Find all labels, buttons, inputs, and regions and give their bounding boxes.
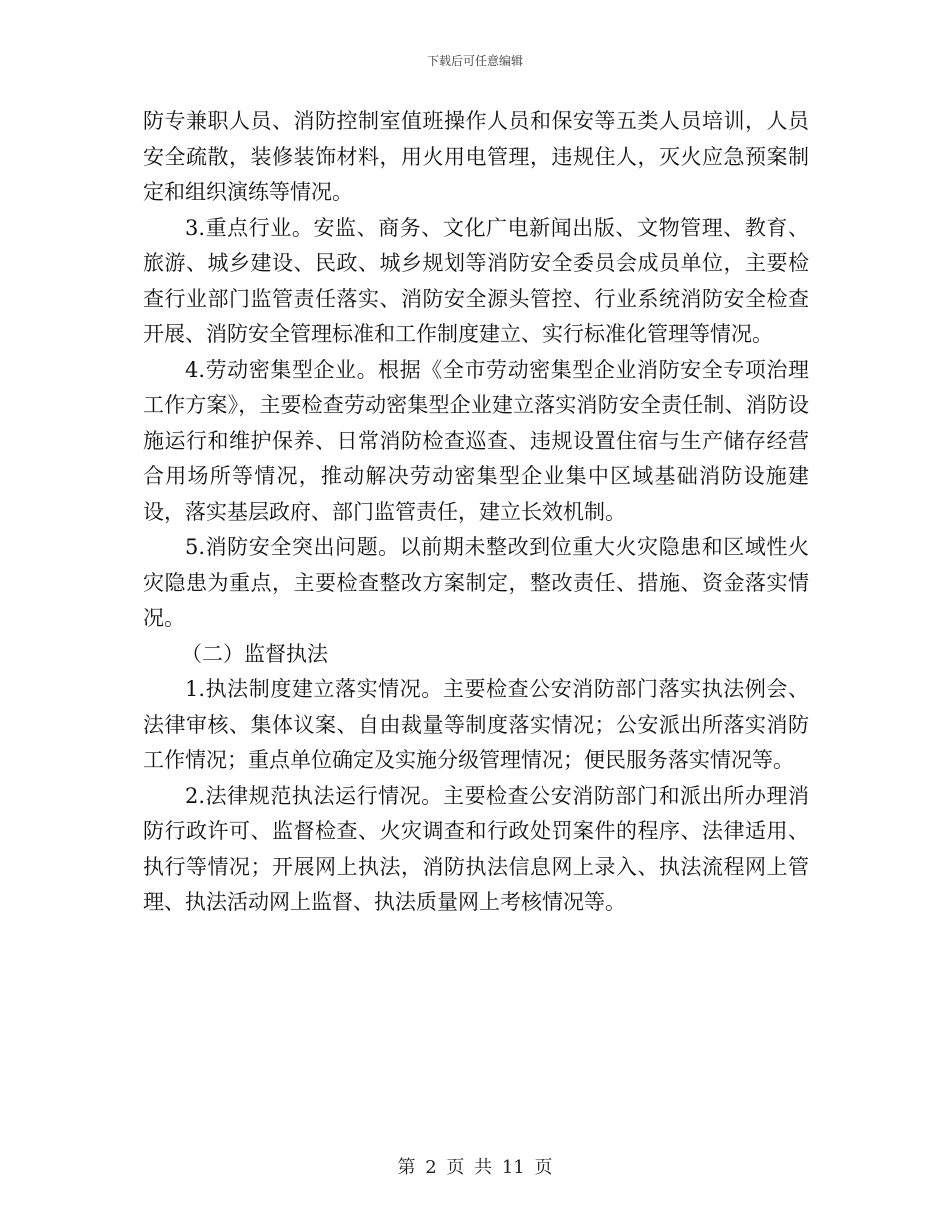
paragraph-continuation: 防专兼职人员、消防控制室值班操作人员和保安等五类人员培训，人员安全疏散，装修装饰材料，用火用电管理，违规住人，灭火应急预案制定和组织演练等情况。 bbox=[143, 109, 809, 204]
section-heading-supervision: （二）监督执法 bbox=[181, 641, 328, 666]
paragraph-prominent-issues: 5.消防安全突出问题。以前期未整改到位重大火灾隐患和区域性火灾隐患为重点，主要检查整改方案制定，整改责任、措施、资金落实情况。 bbox=[143, 535, 809, 630]
page-footer: 第 2 页 共 11 页 bbox=[397, 1157, 553, 1178]
paragraph-enforcement-operation: 2.法律规范执法运行情况。主要检查公安消防部门和派出所办理消防行政许可、监督检查、火灾调查和行政处罚案件的程序、法律适用、执行等情况；开展网上执法，消防执法信息网上录入、执法流程网上管理、执法活动网上监督、执法质量网上考核情况等。 bbox=[143, 783, 809, 914]
paragraph-key-industries: 3.重点行业。安监、商务、文化广电新闻出版、文物管理、教育、旅游、城乡建设、民政、城乡规划等消防安全委员会成员单位，主要检查行业部门监管责任落实、消防安全源头管控、行业系统消防安全检查开展、消防安全管理标准和工作制度建立、实行标准化管理等情况。 bbox=[143, 215, 809, 346]
page-header: 下载后可任意编辑 bbox=[426, 54, 523, 68]
paragraph-enforcement-system: 1.执法制度建立落实情况。主要检查公安消防部门落实执法例会、法律审核、集体议案、自由裁量等制度落实情况；公安派出所落实消防工作情况；重点单位确定及实施分级管理情况；便民服务落实情况等。 bbox=[143, 677, 809, 772]
paragraph-labor-intensive: 4.劳动密集型企业。根据《全市劳动密集型企业消防安全专项治理工作方案》，主要检查劳动密集型企业建立落实消防安全责任制、消防设施运行和维护保养、日常消防检查巡查、违规设置住宿与生产储存经营合用场所等情况，推动解决劳动密集型企业集中区域基础消防设施建设，落实基层政府、部门监管责任，建立长效机制。 bbox=[143, 357, 809, 524]
document-body bbox=[143, 104, 809, 921]
